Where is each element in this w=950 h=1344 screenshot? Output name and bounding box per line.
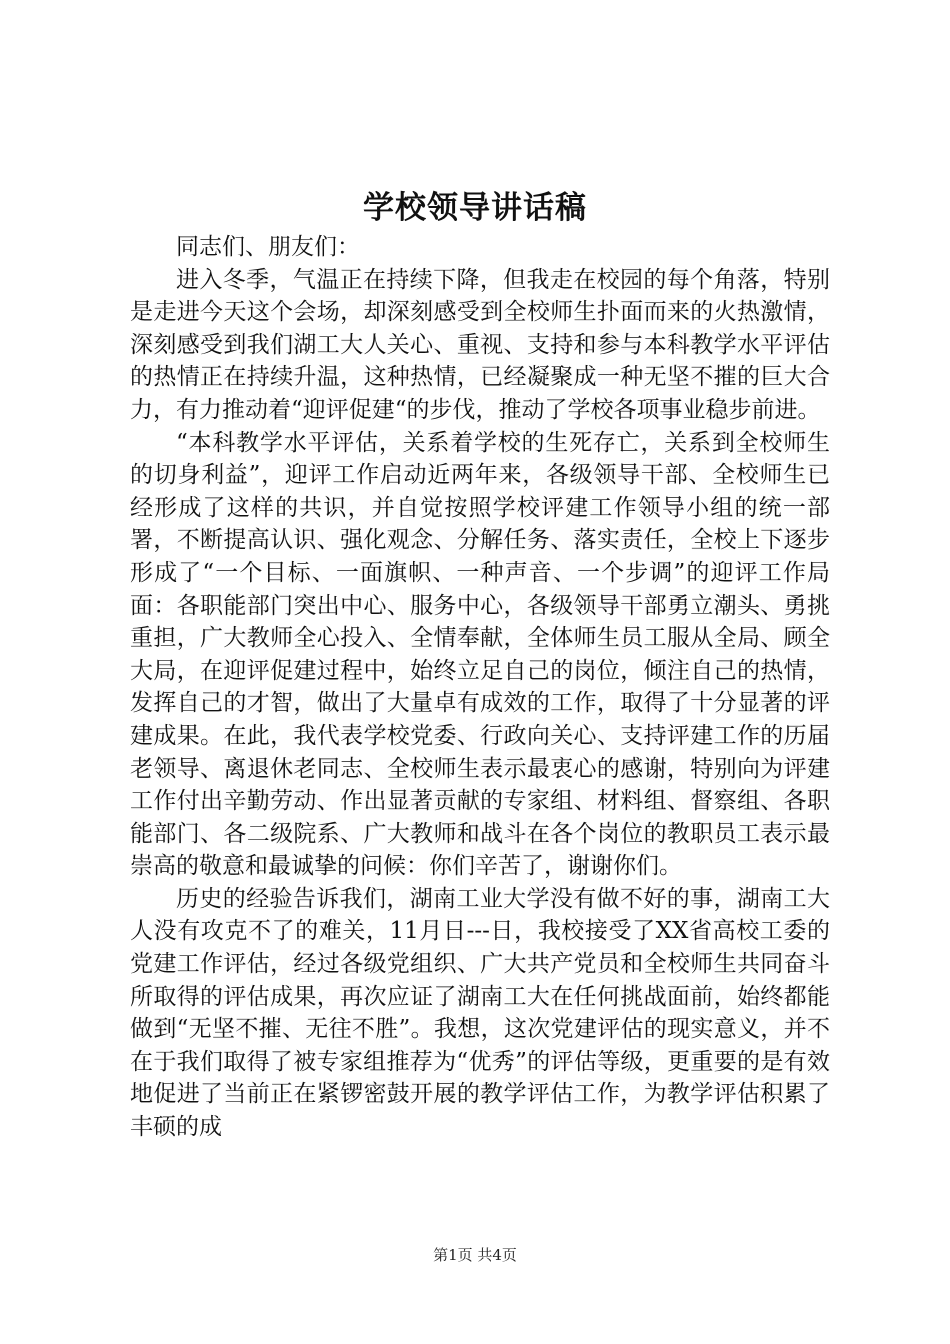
document-title: 学校领导讲话稿 [363, 190, 587, 226]
paragraph-1: 进入冬季，气温正在持续下降，但我走在校园的每个角落，特别是走进今天这个会场，却深刻感受到全校师生扑面而来的火热激情，深刻感受到我们湖工大人关心、重视、支持和参与本科教学水平评估的热情正在持续升温，这种热情，已经凝聚成一种无坚不摧的巨大合力，有力推动着“迎评促建“的步伐，推动了学校各项事业稳步前进。 [130, 266, 830, 423]
document-body [130, 231, 830, 1144]
page-footer: 第1页 共4页 [433, 1246, 517, 1264]
paragraph-3: 历史的经验告诉我们，湖南工业大学没有做不好的事，湖南工大人没有攻克不了的难关，11月日---日，我校接受了XX省高校工委的党建工作评估，经过各级党组织、广大共产党员和全校师生共同奋斗所取得的评估成果，再次应证了湖南工大在任何挑战面前，始终都能做到“无坚不摧、无往不胜”。我想，这次党建评估的现实意义，并不在于我们取得了被专家组推荐为“优秀”的评估等级，更重要的是有效地促进了当前正在紧锣密鼓开展的教学评估工作，为教学评估积累了丰硕的成 [130, 885, 830, 1141]
salutation: 同志们、朋友们： [176, 234, 360, 260]
paragraph-2: “本科教学水平评估，关系着学校的生死存亡，关系到全校师生的切身利益”，迎评工作启动近两年来，各级领导干部、全校师生已经形成了这样的共识，并自觉按照学校评建工作领导小组的统一部署，不断提高认识、强化观念、分解任务、落实责任，全校上下逐步形成了“一个目标、一面旗帜、一种声音、一个步调”的迎评工作局面：各职能部门突出中心、服务中心，各级领导干部勇立潮头、勇挑重担，广大教师全心投入、全情奉献，全体师生员工服从全局、顾全大局，在迎评促建过程中，始终立足自己的岗位，倾注自己的热情，发挥自己的才智，做出了大量卓有成效的工作，取得了十分显著的评建成果。在此，我代表学校党委、行政向关心、支持评建工作的历届老领导、离退休老同志、全校师生表示最衷心的感谢，特别向为评建工作付出辛勤劳动、作出显著贡献的专家组、材料组、督察组、各职能部门、各二级院系、广大教师和战斗在各个岗位的教职员工表示最崇高的敬意和最诚挚的问候：你们辛苦了，谢谢你们。 [130, 429, 830, 880]
